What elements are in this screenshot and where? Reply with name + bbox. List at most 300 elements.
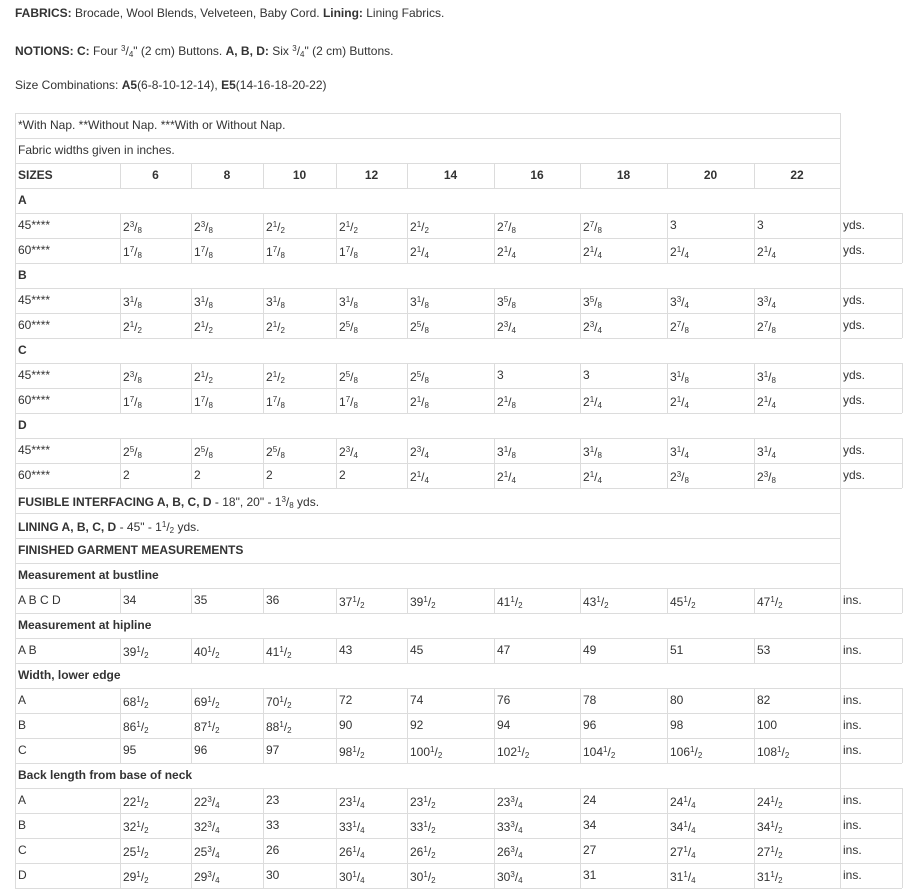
- table-rule: [263, 588, 264, 613]
- value-cell: $2^5/_8$: [339, 320, 358, 335]
- table-rule: [15, 163, 16, 188]
- table-rule: [840, 363, 841, 388]
- value-cell: $2^1/_4$: [410, 245, 429, 260]
- table-rule: [191, 688, 192, 713]
- row-label: B: [18, 718, 27, 732]
- value-cell: $43^1/_2$: [583, 595, 609, 610]
- table-rule: [15, 438, 16, 463]
- table-rule: [336, 863, 337, 888]
- value-cell: $41^1/_2$: [497, 595, 523, 610]
- value-cell: $30^3/_4$: [497, 870, 523, 885]
- value-cell: 33: [266, 818, 280, 832]
- notions-text-3: Six: [268, 44, 293, 58]
- table-rule: [120, 238, 121, 263]
- value-cell: $24^1/_2$: [757, 795, 783, 810]
- table-rule: [840, 338, 902, 339]
- section-heading: FINISHED GARMENT MEASUREMENTS: [18, 543, 244, 557]
- table-rule: [580, 213, 581, 238]
- table-rule: [15, 563, 16, 588]
- table-rule: [840, 388, 841, 413]
- row-label: C: [18, 743, 27, 757]
- table-rule: [15, 213, 902, 214]
- table-rule: [754, 863, 755, 888]
- table-rule: [191, 388, 192, 413]
- table-rule: [15, 813, 902, 814]
- table-rule: [407, 688, 408, 713]
- table-rule: [15, 663, 840, 664]
- value-cell: $3^1/_8$: [410, 295, 429, 310]
- unit-cell: yds.: [843, 368, 866, 382]
- notions-text-4: " (2 cm) Buttons.: [304, 44, 394, 58]
- value-cell: $2^1/_8$: [410, 395, 429, 410]
- value-cell: $2^3/_8$: [757, 470, 776, 485]
- value-cell: 30: [266, 868, 280, 882]
- table-rule: [840, 613, 902, 614]
- table-rule: [120, 463, 121, 488]
- value-cell: 24: [583, 793, 597, 807]
- table-rule: [407, 238, 408, 263]
- value-cell: $2^1/_4$: [410, 470, 429, 485]
- row-label: 60****: [18, 243, 51, 257]
- value-cell: $25^1/_2$: [123, 845, 149, 860]
- value-cell: $1^7/_8$: [194, 245, 213, 260]
- table-rule: [840, 563, 841, 588]
- nap-note: *With Nap. **Without Nap. ***With or Without Nap.: [18, 118, 286, 132]
- value-cell: $26^3/_4$: [497, 845, 523, 860]
- notions-text-1: Four: [89, 44, 122, 58]
- value-cell: $2^3/_4$: [410, 445, 429, 460]
- table-rule: [840, 438, 841, 463]
- table-rule: [15, 138, 840, 139]
- unit-cell: ins.: [843, 868, 862, 882]
- table-rule: [191, 438, 192, 463]
- table-rule: [840, 838, 841, 863]
- table-rule: [667, 688, 668, 713]
- table-rule: [580, 738, 581, 763]
- value-cell: 2: [266, 468, 273, 482]
- value-cell: $2^1/_2$: [266, 320, 285, 335]
- table-rule: [15, 788, 16, 813]
- table-rule: [191, 738, 192, 763]
- span-row-text: [18, 493, 319, 513]
- table-rule: [840, 488, 902, 489]
- table-rule: [15, 613, 840, 614]
- table-rule: [494, 638, 495, 663]
- table-rule: [902, 288, 903, 313]
- unit-cell: yds.: [843, 468, 866, 482]
- value-cell: 74: [410, 693, 424, 707]
- table-rule: [494, 213, 495, 238]
- table-rule: [15, 563, 840, 564]
- table-rule: [15, 538, 840, 539]
- value-cell: $23^1/_4$: [339, 795, 365, 810]
- value-cell: $1^7/_8$: [266, 395, 285, 410]
- value-cell: $3^1/_8$: [123, 295, 142, 310]
- value-cell: $3^1/_4$: [757, 445, 776, 460]
- value-cell: 80: [670, 693, 684, 707]
- table-rule: [667, 438, 668, 463]
- value-cell: $3^3/_4$: [757, 295, 776, 310]
- table-rule: [15, 363, 902, 364]
- table-rule: [494, 438, 495, 463]
- table-rule: [15, 838, 16, 863]
- table-rule: [336, 463, 337, 488]
- table-rule: [580, 838, 581, 863]
- table-rule: [191, 638, 192, 663]
- unit-cell: yds.: [843, 293, 866, 307]
- span-row-unit: yds.: [293, 495, 320, 509]
- table-rule: [494, 238, 495, 263]
- table-rule: [667, 713, 668, 738]
- value-cell: 27: [583, 843, 597, 857]
- table-rule: [840, 763, 902, 764]
- row-label: 45****: [18, 218, 51, 232]
- value-cell: 23: [266, 793, 280, 807]
- table-rule: [120, 163, 121, 188]
- table-rule: [754, 313, 755, 338]
- row-label: A B C D: [18, 593, 61, 607]
- table-rule: [120, 638, 121, 663]
- value-cell: $22^3/_4$: [194, 795, 220, 810]
- table-rule: [120, 313, 121, 338]
- value-cell: $37^1/_2$: [339, 595, 365, 610]
- value-cell: 72: [339, 693, 353, 707]
- table-rule: [336, 213, 337, 238]
- table-rule: [15, 638, 16, 663]
- span-row-detail: - 45" -: [116, 520, 156, 534]
- table-rule: [667, 213, 668, 238]
- value-cell: $3^1/_8$: [497, 445, 516, 460]
- value-cell: 3: [757, 218, 764, 232]
- notions-text-2: " (2 cm) Buttons.: [133, 44, 226, 58]
- value-cell: $2^3/_4$: [497, 320, 516, 335]
- table-rule: [407, 313, 408, 338]
- unit-cell: yds.: [843, 243, 866, 257]
- table-rule: [840, 613, 841, 638]
- table-rule: [15, 713, 902, 714]
- size-header-14: 14: [443, 168, 458, 182]
- value-cell: 78: [583, 693, 597, 707]
- table-rule: [120, 688, 121, 713]
- unit-cell: ins.: [843, 843, 862, 857]
- value-cell: $2^1/_2$: [410, 220, 429, 235]
- unit-cell: ins.: [843, 793, 862, 807]
- table-rule: [15, 763, 16, 788]
- unit-cell: yds.: [843, 393, 866, 407]
- table-rule: [15, 763, 840, 764]
- table-rule: [580, 713, 581, 738]
- table-rule: [667, 788, 668, 813]
- table-rule: [15, 313, 902, 314]
- table-rule: [667, 313, 668, 338]
- value-cell: $27^1/_2$: [757, 845, 783, 860]
- value-cell: $3^1/_8$: [757, 370, 776, 385]
- fabric-width-note: Fabric widths given in inches.: [18, 143, 175, 157]
- unit-cell: yds.: [843, 218, 866, 232]
- value-cell: $1^7/_8$: [266, 245, 285, 260]
- value-cell: $32^3/_4$: [194, 820, 220, 835]
- table-rule: [407, 863, 408, 888]
- table-rule: [494, 313, 495, 338]
- table-rule: [494, 288, 495, 313]
- table-rule: [407, 713, 408, 738]
- table-rule: [494, 713, 495, 738]
- notions-label-abd: A, B, D:: [225, 44, 269, 58]
- table-rule: [15, 188, 16, 213]
- table-rule: [840, 413, 841, 438]
- table-rule: [840, 263, 902, 264]
- table-rule: [120, 288, 121, 313]
- table-rule: [754, 838, 755, 863]
- value-cell: $31^1/_2$: [757, 870, 783, 885]
- table-rule: [263, 238, 264, 263]
- value-cell: 36: [266, 593, 280, 607]
- table-rule: [840, 713, 841, 738]
- value-cell: $1^7/_8$: [194, 395, 213, 410]
- value-cell: $1^7/_8$: [339, 395, 358, 410]
- table-rule: [840, 488, 841, 513]
- span-row-detail: - 18", 20" -: [211, 495, 275, 509]
- table-rule: [840, 163, 841, 188]
- value-cell: $2^5/_8$: [123, 445, 142, 460]
- section-heading: Back length from base of neck: [18, 768, 193, 782]
- value-cell: 34: [583, 818, 597, 832]
- table-rule: [191, 363, 192, 388]
- table-rule: [120, 813, 121, 838]
- table-rule: [902, 238, 903, 263]
- value-cell: $88^1/_2$: [266, 720, 292, 735]
- unit-cell: yds.: [843, 443, 866, 457]
- row-label: B: [18, 818, 27, 832]
- table-rule: [407, 638, 408, 663]
- table-rule: [120, 438, 121, 463]
- table-rule: [15, 238, 902, 239]
- table-rule: [494, 388, 495, 413]
- value-cell: $26^1/_2$: [410, 845, 436, 860]
- table-rule: [15, 138, 16, 163]
- table-rule: [667, 463, 668, 488]
- value-cell: $3^5/_8$: [497, 295, 516, 310]
- value-cell: $70^1/_2$: [266, 695, 292, 710]
- value-cell: $2^7/_8$: [757, 320, 776, 335]
- value-cell: $30^1/_2$: [410, 870, 436, 885]
- value-cell: 2: [339, 468, 346, 482]
- table-rule: [15, 213, 16, 238]
- table-rule: [191, 788, 192, 813]
- table-rule: [15, 688, 902, 689]
- table-rule: [667, 738, 668, 763]
- table-rule: [191, 163, 192, 188]
- value-cell: 92: [410, 718, 424, 732]
- table-rule: [754, 588, 755, 613]
- table-rule: [580, 438, 581, 463]
- row-label: A: [18, 793, 27, 807]
- value-cell: $29^1/_2$: [123, 870, 149, 885]
- value-cell: $2^1/_4$: [757, 245, 776, 260]
- table-rule: [840, 813, 841, 838]
- table-rule: [15, 263, 16, 288]
- value-cell: $2^1/_2$: [194, 320, 213, 335]
- value-cell: 51: [670, 643, 684, 657]
- table-rule: [667, 638, 668, 663]
- table-rule: [754, 363, 755, 388]
- value-cell: $27^1/_4$: [670, 845, 696, 860]
- value-cell: 49: [583, 643, 597, 657]
- table-rule: [120, 788, 121, 813]
- table-rule: [754, 788, 755, 813]
- table-rule: [191, 313, 192, 338]
- value-cell: $2^1/_2$: [123, 320, 142, 335]
- value-cell: $2^1/_4$: [583, 395, 602, 410]
- table-rule: [407, 838, 408, 863]
- value-cell: $1^7/_8$: [123, 245, 142, 260]
- value-cell: 76: [497, 693, 511, 707]
- table-rule: [580, 788, 581, 813]
- table-rule: [15, 163, 840, 164]
- table-rule: [840, 188, 841, 213]
- table-rule: [263, 838, 264, 863]
- value-cell: $2^5/_8$: [410, 370, 429, 385]
- table-rule: [336, 388, 337, 413]
- table-rule: [580, 388, 581, 413]
- table-rule: [580, 288, 581, 313]
- value-cell: $2^3/_4$: [583, 320, 602, 335]
- table-rule: [902, 438, 903, 463]
- table-rule: [902, 813, 903, 838]
- table-rule: [840, 288, 841, 313]
- value-cell: $87^1/_2$: [194, 720, 220, 735]
- table-rule: [336, 838, 337, 863]
- table-rule: [120, 363, 121, 388]
- value-cell: $3^1/_8$: [194, 295, 213, 310]
- sizes-header-label: SIZES: [18, 168, 53, 182]
- table-rule: [336, 363, 337, 388]
- table-rule: [15, 688, 16, 713]
- value-cell: 53: [757, 643, 771, 657]
- row-label: 60****: [18, 468, 51, 482]
- table-rule: [336, 238, 337, 263]
- table-rule: [667, 288, 668, 313]
- table-rule: [580, 313, 581, 338]
- table-rule: [263, 313, 264, 338]
- size-combo-a5: A5: [121, 78, 138, 92]
- row-label: D: [18, 868, 27, 882]
- table-rule: [336, 313, 337, 338]
- value-cell: $102^1/_2$: [497, 745, 530, 760]
- table-rule: [667, 238, 668, 263]
- table-rule: [15, 338, 840, 339]
- table-rule: [191, 863, 192, 888]
- table-rule: [15, 863, 16, 888]
- unit-cell: ins.: [843, 818, 862, 832]
- notions-fraction-1: $^3/_4$: [121, 44, 134, 59]
- table-rule: [494, 788, 495, 813]
- table-rule: [15, 788, 902, 789]
- table-rule: [754, 238, 755, 263]
- span-row-fraction: $1^1/_2$: [155, 520, 175, 535]
- table-rule: [840, 463, 841, 488]
- value-cell: $1^7/_8$: [123, 395, 142, 410]
- value-cell: 100: [757, 718, 778, 732]
- table-rule: [580, 863, 581, 888]
- row-label: 45****: [18, 368, 51, 382]
- table-rule: [840, 513, 841, 538]
- value-cell: $3^1/_8$: [266, 295, 285, 310]
- table-rule: [263, 638, 264, 663]
- span-row-bold: LINING A, B, C, D: [18, 520, 117, 534]
- section-heading: B: [18, 268, 27, 282]
- value-cell: 43: [339, 643, 353, 657]
- table-rule: [407, 438, 408, 463]
- table-rule: [840, 238, 841, 263]
- table-rule: [840, 338, 841, 363]
- table-rule: [902, 713, 903, 738]
- table-rule: [15, 288, 16, 313]
- table-rule: [667, 388, 668, 413]
- table-rule: [336, 288, 337, 313]
- table-rule: [754, 213, 755, 238]
- row-label: A B: [18, 643, 37, 657]
- table-rule: [840, 413, 902, 414]
- table-rule: [263, 438, 264, 463]
- value-cell: $31^1/_4$: [670, 870, 696, 885]
- value-cell: $33^1/_2$: [410, 820, 436, 835]
- value-cell: 2: [194, 468, 201, 482]
- value-cell: 45: [410, 643, 424, 657]
- value-cell: $22^1/_2$: [123, 795, 149, 810]
- value-cell: $2^5/_8$: [194, 445, 213, 460]
- fabrics-label: FABRICS:: [15, 6, 72, 20]
- span-row-unit: yds.: [174, 520, 200, 534]
- table-rule: [15, 113, 16, 138]
- value-cell: $106^1/_2$: [670, 745, 703, 760]
- table-rule: [263, 863, 264, 888]
- table-rule: [120, 738, 121, 763]
- table-rule: [407, 388, 408, 413]
- table-rule: [407, 163, 408, 188]
- value-cell: 47: [497, 643, 511, 657]
- table-rule: [580, 638, 581, 663]
- table-rule: [263, 738, 264, 763]
- table-rule: [15, 113, 840, 114]
- value-cell: $2^1/_4$: [670, 395, 689, 410]
- table-rule: [191, 713, 192, 738]
- section-heading: Measurement at bustline: [18, 568, 159, 582]
- table-rule: [902, 463, 903, 488]
- value-cell: 90: [339, 718, 353, 732]
- value-cell: $2^7/_8$: [670, 320, 689, 335]
- value-cell: $34^1/_2$: [757, 820, 783, 835]
- section-heading: Width, lower edge: [18, 668, 121, 682]
- value-cell: $29^3/_4$: [194, 870, 220, 885]
- table-rule: [840, 113, 841, 138]
- table-rule: [667, 813, 668, 838]
- table-rule: [120, 213, 121, 238]
- value-cell: 97: [266, 743, 280, 757]
- fabrics-text: Brocade, Wool Blends, Velveteen, Baby Cord.: [71, 6, 323, 20]
- size-combo-e5-sizes: (14-16-18-20-22): [235, 78, 327, 92]
- value-cell: $2^7/_8$: [497, 220, 516, 235]
- table-rule: [580, 463, 581, 488]
- value-cell: $2^1/_4$: [670, 245, 689, 260]
- value-cell: $2^1/_4$: [497, 470, 516, 485]
- table-rule: [494, 163, 495, 188]
- section-heading: A: [18, 193, 27, 207]
- table-rule: [191, 838, 192, 863]
- value-cell: 96: [194, 743, 208, 757]
- size-header-16: 16: [530, 168, 544, 182]
- value-cell: $2^5/_8$: [410, 320, 429, 335]
